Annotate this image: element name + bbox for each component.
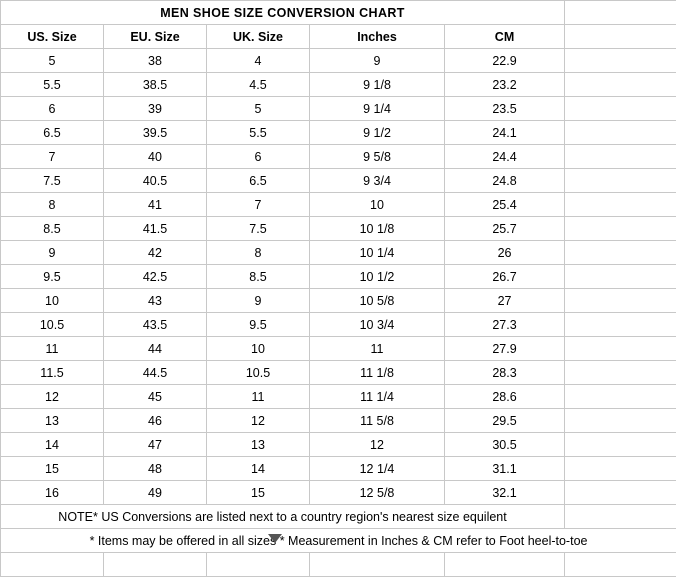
cell-inches: 10 5/8 <box>310 289 445 313</box>
cell-us-size: 8 <box>1 193 104 217</box>
cell-eu-size: 42 <box>104 241 207 265</box>
cell-us-size: 5.5 <box>1 73 104 97</box>
cell-uk-size: 5.5 <box>207 121 310 145</box>
table-row <box>1 313 676 337</box>
column-header-inches: Inches <box>310 25 445 49</box>
empty-cell <box>104 553 207 577</box>
empty-cell <box>565 553 676 577</box>
cell-eu-size: 47 <box>104 433 207 457</box>
column-header-us-size: US. Size <box>1 25 104 49</box>
empty-cell <box>445 553 565 577</box>
empty-cell <box>565 505 676 529</box>
cell-inches: 10 <box>310 193 445 217</box>
cell-eu-size: 41.5 <box>104 217 207 241</box>
empty-cell <box>565 73 676 97</box>
cell-inches: 10 1/8 <box>310 217 445 241</box>
cell-us-size: 6 <box>1 97 104 121</box>
cell-uk-size: 11 <box>207 385 310 409</box>
note-conversions: NOTE* US Conversions are listed next to a country region's nearest size equilent <box>1 505 565 529</box>
cell-eu-size: 45 <box>104 385 207 409</box>
cell-us-size: 10 <box>1 289 104 313</box>
cell-us-size: 14 <box>1 433 104 457</box>
empty-cell <box>565 409 676 433</box>
table-row <box>1 409 676 433</box>
table-row <box>1 265 676 289</box>
empty-cell <box>565 433 676 457</box>
cell-us-size: 8.5 <box>1 217 104 241</box>
table-row <box>1 481 676 505</box>
cell-cm: 23.2 <box>445 73 565 97</box>
cell-inches: 11 1/4 <box>310 385 445 409</box>
title-row <box>1 1 676 25</box>
cell-uk-size: 4 <box>207 49 310 73</box>
table-row <box>1 121 676 145</box>
table-row <box>1 145 676 169</box>
cell-cm: 22.9 <box>445 49 565 73</box>
table-row <box>1 433 676 457</box>
table-row <box>1 169 676 193</box>
empty-cell <box>565 169 676 193</box>
empty-cell <box>565 97 676 121</box>
cell-eu-size: 42.5 <box>104 265 207 289</box>
cell-us-size: 10.5 <box>1 313 104 337</box>
empty-cell <box>207 553 310 577</box>
empty-cell <box>1 553 104 577</box>
empty-cell <box>565 217 676 241</box>
empty-cell <box>565 193 676 217</box>
cell-eu-size: 43.5 <box>104 313 207 337</box>
cell-uk-size: 7 <box>207 193 310 217</box>
cell-uk-size: 8 <box>207 241 310 265</box>
cell-uk-size: 13 <box>207 433 310 457</box>
cell-uk-size: 15 <box>207 481 310 505</box>
cell-inches: 11 5/8 <box>310 409 445 433</box>
cell-inches: 10 1/4 <box>310 241 445 265</box>
table-row <box>1 337 676 361</box>
cell-inches: 9 1/4 <box>310 97 445 121</box>
column-header-uk-size: UK. Size <box>207 25 310 49</box>
cell-eu-size: 44.5 <box>104 361 207 385</box>
cell-inches: 11 1/8 <box>310 361 445 385</box>
table-row <box>1 217 676 241</box>
cell-inches: 9 3/4 <box>310 169 445 193</box>
empty-cell <box>565 49 676 73</box>
cell-inches: 12 <box>310 433 445 457</box>
cell-cm: 25.4 <box>445 193 565 217</box>
empty-cell <box>565 481 676 505</box>
cell-cm: 29.5 <box>445 409 565 433</box>
empty-cell <box>565 241 676 265</box>
page-title: MEN SHOE SIZE CONVERSION CHART <box>1 1 565 25</box>
cell-uk-size: 10.5 <box>207 361 310 385</box>
column-header-cm: CM <box>445 25 565 49</box>
cell-us-size: 6.5 <box>1 121 104 145</box>
empty-cell <box>565 289 676 313</box>
cell-inches: 9 <box>310 49 445 73</box>
empty-cell <box>565 1 676 25</box>
empty-cell <box>565 385 676 409</box>
cell-eu-size: 49 <box>104 481 207 505</box>
cell-eu-size: 40.5 <box>104 169 207 193</box>
cell-us-size: 9 <box>1 241 104 265</box>
cell-eu-size: 39 <box>104 97 207 121</box>
note-measurement: * Items may be offered in all sizes * Measurement in Inches & CM refer to Foot heel-to-toe <box>1 529 676 553</box>
cell-inches: 9 1/8 <box>310 73 445 97</box>
table-row <box>1 241 676 265</box>
cell-us-size: 11 <box>1 337 104 361</box>
cell-uk-size: 5 <box>207 97 310 121</box>
cell-inches: 9 1/2 <box>310 121 445 145</box>
table-row <box>1 385 676 409</box>
cell-cm: 28.6 <box>445 385 565 409</box>
cell-cm: 30.5 <box>445 433 565 457</box>
cell-uk-size: 10 <box>207 337 310 361</box>
table-row <box>1 193 676 217</box>
cell-uk-size: 6.5 <box>207 169 310 193</box>
table-row <box>1 73 676 97</box>
empty-cell <box>565 337 676 361</box>
empty-cell <box>565 313 676 337</box>
cell-us-size: 5 <box>1 49 104 73</box>
empty-row <box>1 553 676 577</box>
cell-uk-size: 14 <box>207 457 310 481</box>
cell-cm: 24.4 <box>445 145 565 169</box>
cell-cm: 24.8 <box>445 169 565 193</box>
table-row <box>1 49 676 73</box>
table-row <box>1 457 676 481</box>
cell-inches: 12 1/4 <box>310 457 445 481</box>
cell-uk-size: 12 <box>207 409 310 433</box>
cell-us-size: 13 <box>1 409 104 433</box>
cell-uk-size: 6 <box>207 145 310 169</box>
cell-cm: 27 <box>445 289 565 313</box>
column-header-eu-size: EU. Size <box>104 25 207 49</box>
cell-uk-size: 7.5 <box>207 217 310 241</box>
table-row <box>1 361 676 385</box>
cell-cm: 31.1 <box>445 457 565 481</box>
cell-inches: 10 3/4 <box>310 313 445 337</box>
cell-us-size: 16 <box>1 481 104 505</box>
cell-cm: 27.9 <box>445 337 565 361</box>
header-row <box>1 25 676 49</box>
cell-inches: 9 5/8 <box>310 145 445 169</box>
note-row <box>1 529 676 553</box>
cell-eu-size: 41 <box>104 193 207 217</box>
mouse-cursor-icon <box>268 534 282 543</box>
cell-us-size: 9.5 <box>1 265 104 289</box>
cell-uk-size: 8.5 <box>207 265 310 289</box>
cell-inches: 12 5/8 <box>310 481 445 505</box>
cell-eu-size: 40 <box>104 145 207 169</box>
cell-eu-size: 48 <box>104 457 207 481</box>
empty-cell <box>565 121 676 145</box>
cell-us-size: 7.5 <box>1 169 104 193</box>
cell-uk-size: 9.5 <box>207 313 310 337</box>
cell-inches: 10 1/2 <box>310 265 445 289</box>
empty-cell <box>565 265 676 289</box>
cell-eu-size: 39.5 <box>104 121 207 145</box>
empty-cell <box>310 553 445 577</box>
empty-cell <box>565 145 676 169</box>
cell-uk-size: 4.5 <box>207 73 310 97</box>
empty-cell <box>565 361 676 385</box>
cell-eu-size: 43 <box>104 289 207 313</box>
cell-cm: 25.7 <box>445 217 565 241</box>
cell-cm: 32.1 <box>445 481 565 505</box>
cell-eu-size: 38 <box>104 49 207 73</box>
cell-cm: 24.1 <box>445 121 565 145</box>
cell-cm: 26 <box>445 241 565 265</box>
cell-cm: 23.5 <box>445 97 565 121</box>
empty-cell <box>565 457 676 481</box>
cell-eu-size: 46 <box>104 409 207 433</box>
table-row <box>1 97 676 121</box>
cell-cm: 26.7 <box>445 265 565 289</box>
cell-us-size: 15 <box>1 457 104 481</box>
cell-uk-size: 9 <box>207 289 310 313</box>
cell-us-size: 12 <box>1 385 104 409</box>
cell-eu-size: 44 <box>104 337 207 361</box>
cell-eu-size: 38.5 <box>104 73 207 97</box>
note-row <box>1 505 676 529</box>
cell-cm: 27.3 <box>445 313 565 337</box>
cell-inches: 11 <box>310 337 445 361</box>
table-row <box>1 289 676 313</box>
cell-cm: 28.3 <box>445 361 565 385</box>
cell-us-size: 7 <box>1 145 104 169</box>
cell-us-size: 11.5 <box>1 361 104 385</box>
empty-cell <box>565 25 676 49</box>
